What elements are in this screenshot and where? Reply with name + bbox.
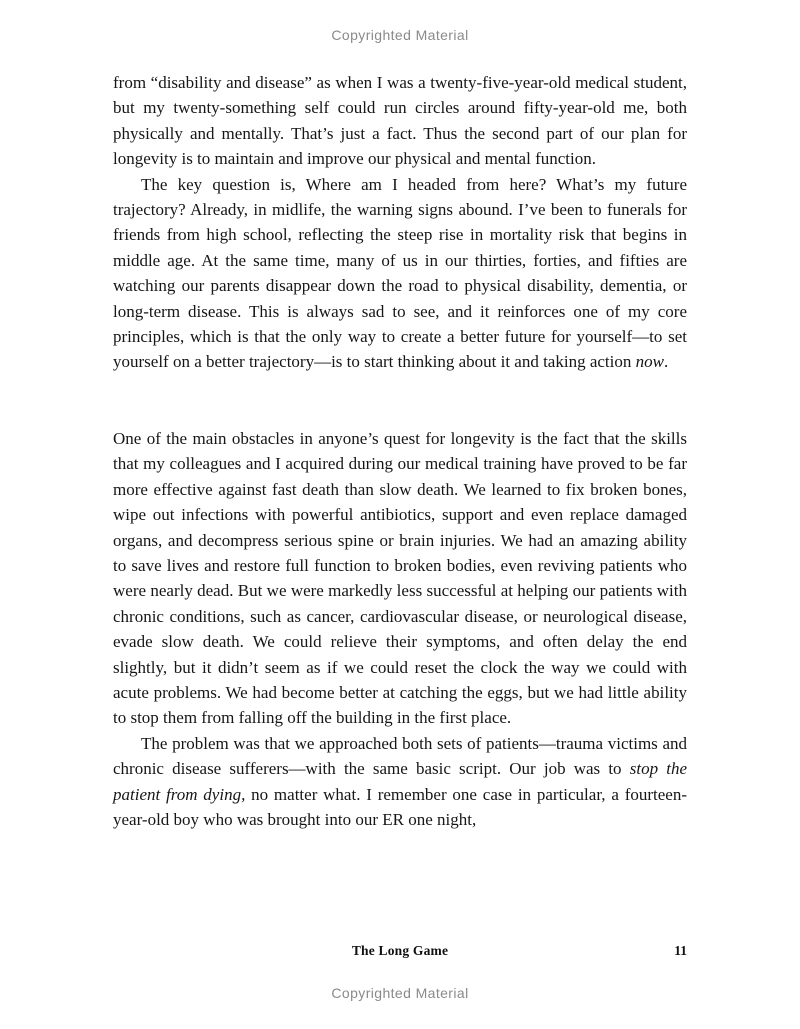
body-text xyxy=(113,70,687,832)
paragraph-text: One of the main obstacles in anyone’s quest for longevity is the fact that the skills that my colleagues and I acquired during our medical training have proved to be far more effective against fast death than slow death. We learned to fix broken bones, wipe out infections with powerful antibiotics, support and even replace damaged organs, and decompress serious spine or brain injuries. We had an amazing ability to save lives and restore full function to broken bodies, even reviving patients who were nearly dead. But we were markedly less successful at helping our patients with chronic conditions, such as cancer, cardiovascular disease, or neurological disease, evade slow death. We could relieve their symptoms, and often delay the end slightly, but it didn’t seem as if we could reset the clock the way we could with acute problems. We had become better at catching the eggs, but we had little ability to stop them from falling off the building in the first place. xyxy=(113,428,687,728)
paragraph-text: The key question is, Where am I headed from here? What’s my future trajectory? Already, in midlife, the warning signs abound. I’ve been to funerals for friends from high school, reflecting the steep rise in mortality risk that begins in middle age. At the same time, many of us in our thirties, forties, and fifties are watching our parents disappear down the road to physical disability, dementia, or long-term disease. This is always sad to see, and it reinforces one of my core principles, which is that the only way to create a better future for yourself—to set yourself on a better trajectory—is to start thinking about it and taking action xyxy=(113,174,687,372)
paragraph-the-problem xyxy=(113,731,687,833)
copyright-notice-top: Copyrighted Material xyxy=(331,27,469,43)
paragraph-text: from “disability and disease” as when I was a twenty-five-year-old medical student, but my twenty-something self could run circles around fifty-year-old me, both physically and mentally. That’s just a fact. Thus the second part of our plan for longevity is to maintain and improve our physical and mental function. xyxy=(113,73,687,169)
paragraph-text: no matter what. I remember one case in particular, a fourteen-year-old boy who was brought into our ER one night, xyxy=(113,784,688,829)
paragraph-text: . xyxy=(663,352,669,372)
paragraph-continuation xyxy=(113,70,687,172)
copyright-notice-bottom: Copyrighted Material xyxy=(331,985,469,1001)
paragraph-text-italic: now xyxy=(635,352,664,372)
chapter-title: The Long Game xyxy=(351,943,449,958)
paragraph-key-question xyxy=(113,172,687,375)
paragraph-text: The problem was that we approached both sets of patients—trauma victims and chronic disease sufferers—with the same basic script. Our job was to xyxy=(113,733,687,779)
paragraph-text-italic: stop the patient from dying, xyxy=(113,759,688,804)
page-footer xyxy=(113,943,687,959)
page-number: 11 xyxy=(674,943,687,958)
paragraph-main-obstacles xyxy=(113,426,687,731)
